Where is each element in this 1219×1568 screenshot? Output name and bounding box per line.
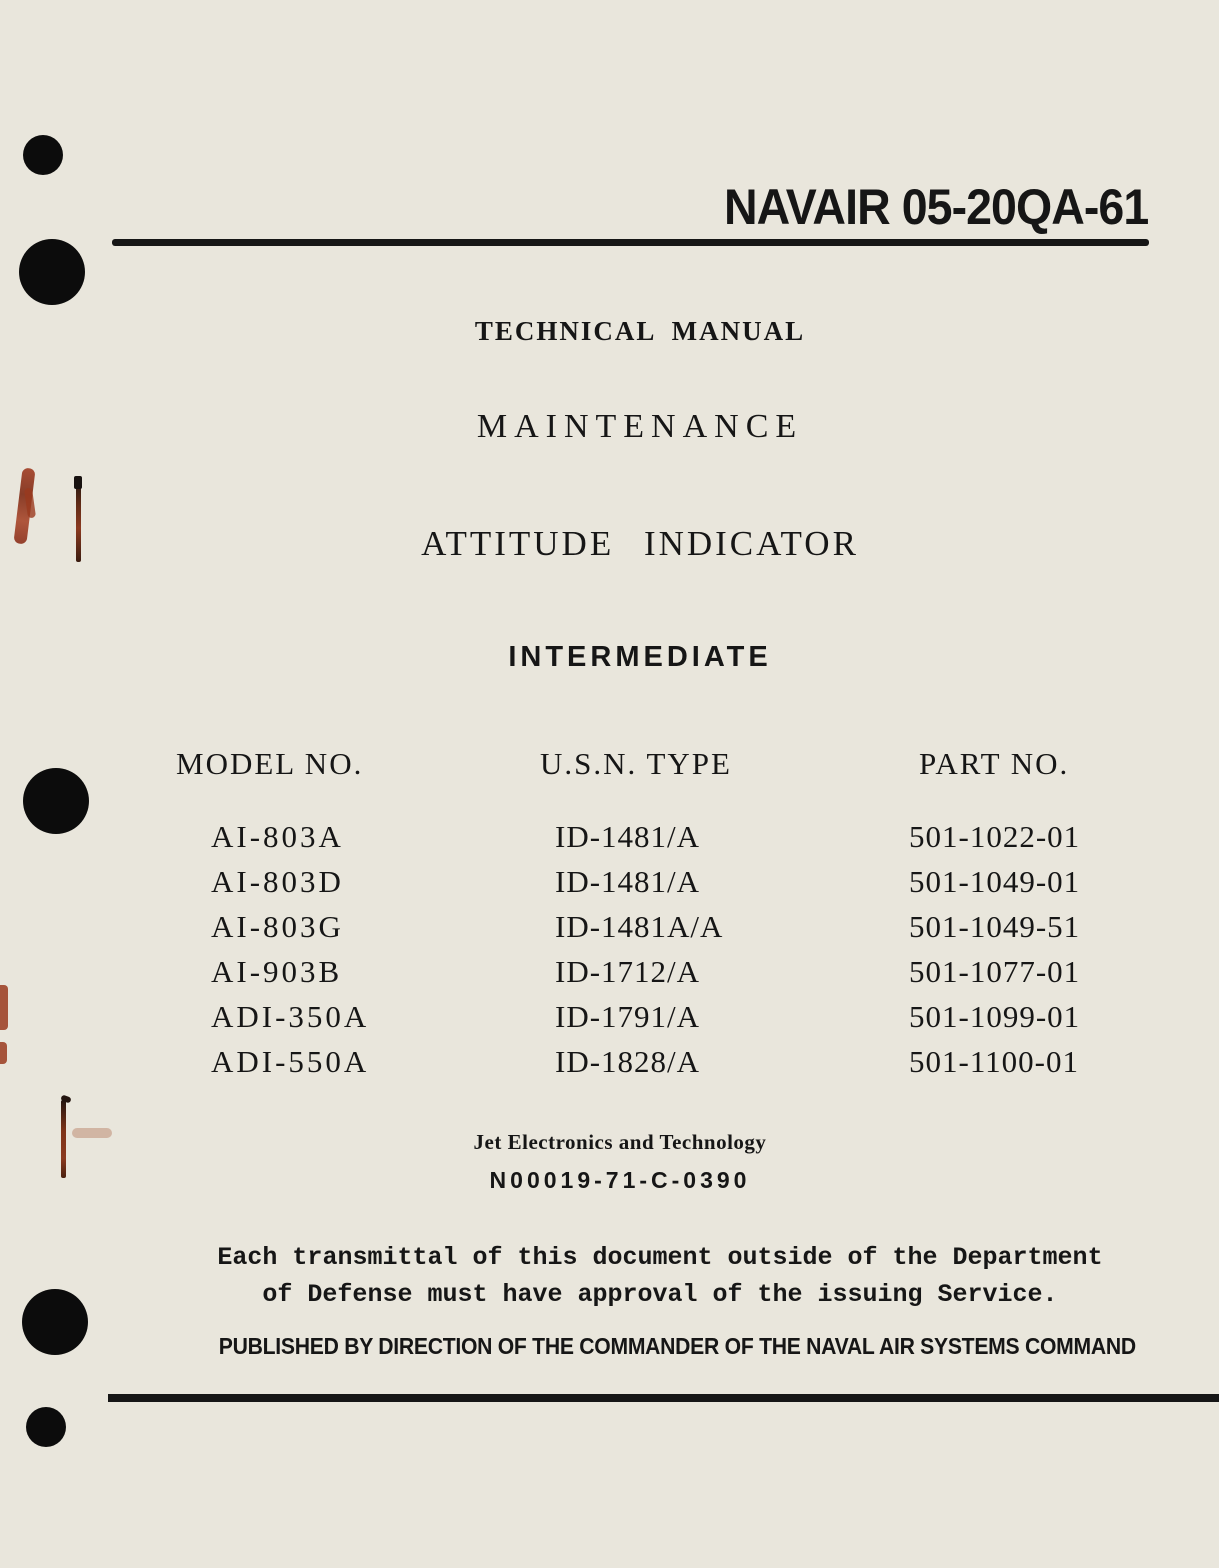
binder-hole <box>22 1289 88 1355</box>
table-cell-model: AI-903B <box>211 954 343 989</box>
heading-attitude-indicator: ATTITUDE INDICATOR <box>421 524 859 563</box>
ink-stain <box>0 985 8 1030</box>
table-cell-usn-type: ID-1712/A <box>555 954 701 989</box>
table-cell-model: ADI-550A <box>211 1044 370 1079</box>
table-cell-model: AI-803A <box>211 819 344 854</box>
table-cell-part: 501-1049-51 <box>909 909 1081 944</box>
distribution-notice <box>180 1239 1140 1313</box>
binder-hole <box>19 239 85 305</box>
table-cell-usn-type: ID-1481A/A <box>555 909 724 944</box>
table-cell-usn-type: ID-1481/A <box>555 864 701 899</box>
table-cell-part: 501-1099-01 <box>909 999 1081 1034</box>
table-cell-model: AI-803G <box>211 909 344 944</box>
header-rule <box>112 239 1149 246</box>
table-cell-usn-type: ID-1481/A <box>555 819 701 854</box>
heading-intermediate: INTERMEDIATE <box>508 641 772 673</box>
binder-hole <box>26 1407 66 1447</box>
published-by-statement: PUBLISHED BY DIRECTION OF THE COMMANDER OF THE NAVAL AIR SYSTEMS COMMAND <box>218 1333 1136 1359</box>
table-cell-usn-type: ID-1791/A <box>555 999 701 1034</box>
binder-hole <box>23 135 63 175</box>
column-header-usn-type: U.S.N. TYPE <box>540 746 732 781</box>
table-cell-part: 501-1049-01 <box>909 864 1081 899</box>
table-cell-part: 501-1077-01 <box>909 954 1081 989</box>
ink-streak <box>74 476 82 489</box>
publisher-company: Jet Electronics and Technology <box>473 1130 767 1154</box>
heading-maintenance: MAINTENANCE <box>476 408 804 445</box>
ink-stain <box>0 1042 7 1064</box>
table-cell-part: 501-1022-01 <box>909 819 1081 854</box>
table-cell-model: AI-803D <box>211 864 344 899</box>
footer-rule <box>108 1394 1219 1402</box>
model-table <box>176 746 1186 1084</box>
binder-hole <box>23 768 89 834</box>
column-header-model: MODEL NO. <box>176 746 364 781</box>
table-cell-usn-type: ID-1828/A <box>555 1044 701 1079</box>
column-header-part: PART NO. <box>919 746 1070 781</box>
heading-technical-manual: TECHNICAL MANUAL <box>474 316 806 346</box>
table-cell-part: 501-1100-01 <box>909 1044 1079 1079</box>
document-number: NAVAIR 05-20QA-61 <box>723 179 1148 235</box>
table-cell-model: ADI-350A <box>211 999 370 1034</box>
distribution-notice-line2: of Defense must have approval of the issuing Service. <box>262 1280 1058 1309</box>
distribution-notice-line1: Each transmittal of this document outside of the Department <box>217 1243 1103 1272</box>
contract-number: N00019-71-C-0390 <box>489 1167 751 1193</box>
